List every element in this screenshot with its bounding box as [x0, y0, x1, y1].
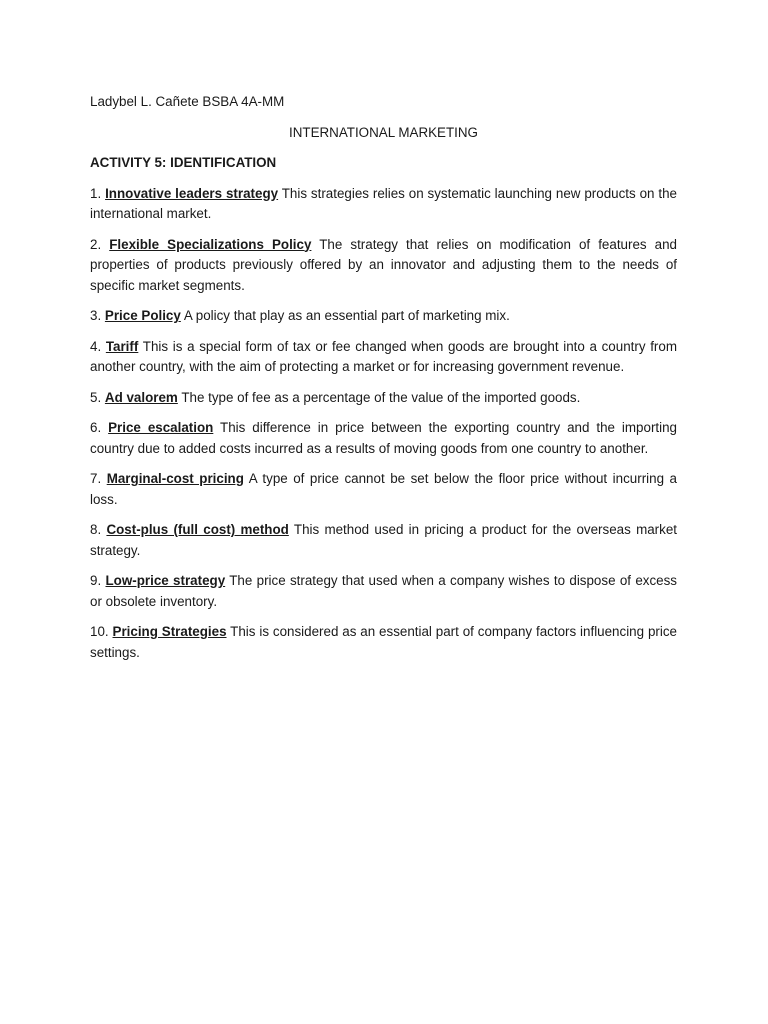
item-definition: The price strategy that used when a company wishes to dispose of excess or obsolete inventory.: [90, 573, 677, 609]
identification-item-5: [90, 388, 677, 409]
activity-heading: ACTIVITY 5: IDENTIFICATION: [90, 155, 277, 170]
item-definition: This is a special form of tax or fee changed when goods are brought into a country from another country, with the aim of protecting a market or for increasing government revenue.: [90, 338, 677, 374]
author-line: Ladybel L. Cañete BSBA 4A-MM: [90, 94, 285, 109]
item-definition: A policy that play as an essential part of marketing mix.: [183, 308, 510, 323]
item-term: Marginal-cost pricing: [106, 471, 244, 486]
item-number: 9.: [90, 573, 102, 588]
identification-item-1: [90, 184, 677, 225]
item-number: 6.: [90, 420, 102, 435]
item-definition: The type of fee as a percentage of the value of the imported goods.: [181, 389, 581, 405]
document-title: INTERNATIONAL MARKETING: [289, 124, 478, 140]
identification-item-10: [90, 622, 677, 663]
item-number: 7.: [90, 471, 102, 486]
item-definition: A type of price cannot be set below the floor price without incurring a loss.: [90, 471, 677, 507]
item-definition: This method used in pricing a product for the overseas market strategy.: [90, 522, 677, 558]
identification-item-4: [90, 337, 677, 378]
item-definition: This strategies relies on systematic launching new products on the international market.: [90, 185, 677, 221]
document-page: [90, 92, 677, 673]
item-term: Price Policy: [104, 308, 181, 323]
item-definition: This is considered as an essential part of company factors influencing price settings.: [90, 624, 677, 660]
item-term: Price escalation: [108, 420, 214, 435]
item-term: Ad valorem: [104, 389, 178, 405]
identification-item-9: [90, 571, 677, 612]
item-term: Flexible Specializations Policy: [109, 236, 312, 252]
item-definition: This difference in price between the exporting country and the importing country due to added costs incurred as a results of moving goods from one country to another.: [90, 420, 677, 456]
item-number: 1.: [90, 185, 102, 201]
item-term: Tariff: [105, 338, 139, 354]
identification-item-8: [90, 520, 677, 561]
item-number: 5.: [90, 389, 102, 405]
item-number: 3.: [90, 308, 102, 323]
item-term: Cost-plus (full cost) method: [106, 522, 289, 537]
item-number: 10.: [90, 624, 109, 639]
item-term: Pricing Strategies: [112, 624, 227, 639]
item-term: Low-price strategy: [105, 573, 226, 588]
identification-item-3: [90, 306, 677, 327]
item-term: Innovative leaders strategy: [105, 185, 279, 201]
item-number: 2.: [90, 236, 102, 252]
identification-item-2: [90, 235, 677, 297]
identification-item-6: [90, 418, 677, 459]
item-definition: The strategy that relies on modification of features and properties of products previously offered by an innovator and adjusting them to the needs of specific market segments.: [90, 236, 677, 293]
item-number: 4.: [90, 338, 102, 354]
identification-item-7: [90, 469, 677, 510]
item-number: 8.: [90, 522, 102, 537]
